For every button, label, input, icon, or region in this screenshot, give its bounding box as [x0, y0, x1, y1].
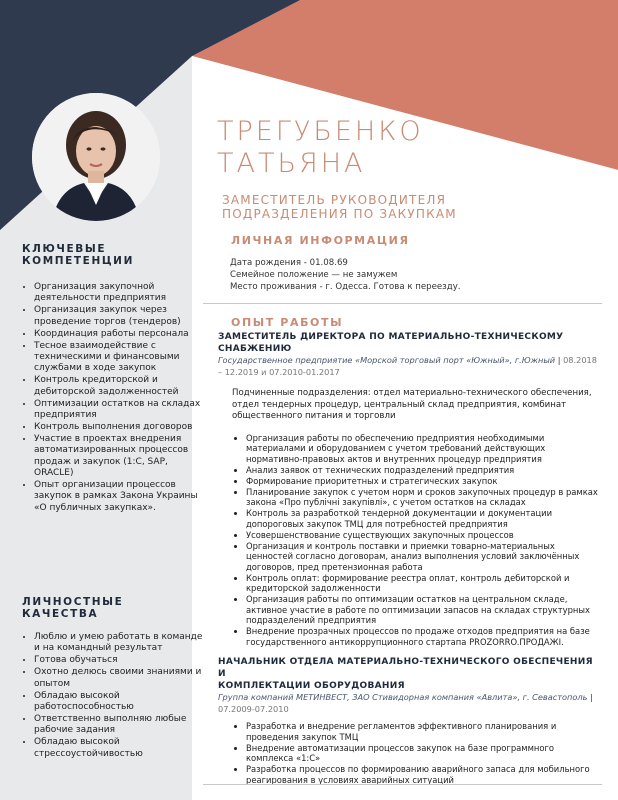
experience-title: ОПЫТ РАБОТЫ: [231, 316, 344, 329]
list-item: • Внедрение прозрачных процессов по продаже отходов предприятия на базе государственного антикоррупционного стартапа PROZORRO.ПРОДАЖІ.: [246, 626, 603, 647]
divider: [203, 784, 602, 785]
list-item: • Контроль оплат: формирование реестра оплат, контроль дебиторской и кредиторской задолженности: [246, 573, 603, 594]
list-item: • Разработка и внедрение регламентов эффективного планирования и проведения закупок ТМЦ: [246, 721, 603, 742]
job-responsibilities: [232, 433, 603, 648]
personal-info-title: ЛИЧНАЯ ИНФОРМАЦИЯ: [231, 234, 410, 247]
job-title-line-1: НАЧАЛЬНИК ОТДЕЛА МАТЕРИАЛЬНО-ТЕХНИЧЕСКОГО ОБЕСПЕЧЕНИЯ И: [218, 657, 593, 679]
list-item: • Анализ заявок от технических подразделений предприятия: [246, 465, 603, 476]
list-item: • Люблю и умею работать в команде и на командный результат: [34, 632, 206, 655]
personal-info: [230, 257, 600, 293]
company-name: Группа компаний МЕТИНВЕСТ, ЗАО Стивидорная компания «Авлита», г. Севастополь: [218, 692, 588, 702]
job-dates: 07.2009-07.2010: [218, 703, 289, 714]
position-line-2: ПОДРАЗДЕЛЕНИЯ ПО ЗАКУПКАМ: [222, 207, 457, 221]
list-item: • Координация работы персонала: [34, 329, 206, 340]
name-line-2: ТАТЬЯНА: [217, 148, 366, 179]
list-item: • Внедрение автоматизации процессов закупок на базе программного комплекса «1:С»: [246, 743, 603, 764]
candidate-name: [217, 116, 597, 180]
competencies-list: [18, 282, 206, 515]
job-1: [218, 331, 603, 648]
divider: [203, 303, 602, 304]
job-company: Группа компаний МЕТИНВЕСТ, ЗАО Стивидорная компания «Авлита», г. Севастополь | 07.2009-07.2010: [218, 692, 593, 714]
residence: Место проживания - г. Одесса. Готова к переезду.: [230, 282, 461, 292]
list-item: • Организация закупок через проведение торгов (тендеров): [34, 305, 206, 328]
list-item: • Обладаю высокой работоспособностью: [34, 691, 206, 714]
job-company: Государственное предприятие «Морской торговый порт «Южный», г.Южный | 08.2018 – 12.2019 и 07.2010-01.2017: [218, 355, 597, 377]
portrait-image: [32, 93, 160, 221]
list-item: • Формирование приоритетных и стратегических закупок: [246, 476, 603, 487]
job-responsibilities: [232, 721, 603, 785]
list-item: • Организация работы по обеспечению предприятия необходимыми материалами и оборудованием с учетом требований действующих нормативно-правовых актов и внутренних процедур предприятия: [246, 433, 603, 465]
list-item: • Контроль за разработкой тендерной документации и документации допороговых закупок ТМЦ для потребностей предприятия: [246, 508, 603, 529]
job-title-line-2: КОМПЛЕКТАЦИИ ОБОРУДОВАНИЯ: [218, 681, 405, 691]
list-item: • Тесное взаимодействие с техническими и финансовыми службами в ходе закупок: [34, 341, 206, 375]
list-item: • Усовершенствование существующих закупочных процессов: [246, 530, 603, 541]
qualities-list: [18, 632, 206, 760]
position-line-1: ЗАМЕСТИТЕЛЬ РУКОВОДИТЕЛЯ: [222, 193, 447, 207]
list-item: • Ответственно выполняю любые рабочие задания: [34, 714, 206, 737]
list-item: • Опыт организации процессов закупок в рамках Закона Украины «О публичных закупках».: [34, 480, 206, 514]
list-item: • Участие в проектах внедрения автоматизированных процессов продаж и закупок (1:С, SAP, ORACLE): [34, 434, 206, 480]
qualities-title-line-2: КАЧЕСТВА: [22, 608, 99, 620]
list-item: • Контроль выполнения договоров: [34, 422, 206, 433]
list-item: • Разработка процессов по формированию аварийного запаса для мобильного реагирования в условиях аварийных ситуаций: [246, 764, 603, 785]
list-item: • Организация закупочной деятельности предприятия: [34, 282, 206, 305]
profile-photo: [32, 93, 160, 221]
list-item: • Контроль кредиторской и дебиторской задолженностей: [34, 375, 206, 398]
position-title: [222, 193, 602, 221]
list-item: • Охотно делюсь своими знаниями и опытом: [34, 667, 206, 690]
list-item: • Планирование закупок с учетом норм и сроков закупочных процедур в рамках закона «Про публічні закупівлі», с учетом остатков на складах: [246, 487, 603, 508]
qualities-title: [22, 596, 123, 620]
job-2: [218, 656, 603, 786]
competencies-title-line-2: КОМПЕТЕНЦИИ: [22, 255, 134, 267]
job-title: ЗАМЕСТИТЕЛЬ ДИРЕКТОРА ПО МАТЕРИАЛЬНО-ТЕХНИЧЕСКОМУ СНАБЖЕНИЮ: [218, 332, 564, 354]
job-description: Подчиненные подразделения: отдел материально-технического обеспечения, отдел тендерных процедур, центральный склад предприятия, комбинат общественного питания и торговли: [232, 388, 592, 421]
job-dates: 08.2018 – 12.2019 и 07.2010-01.2017: [218, 355, 597, 377]
birth-date: Дата рождения - 01.08.69: [230, 258, 348, 268]
list-item: • Организация работы по оптимизации остатков на центральном складе, активное участие в работе по оптимизации запасов на складах структурных подразделений предприятия: [246, 594, 603, 626]
list-item: • Организация и контроль поставки и приемки товарно-материальных ценностей согласно договорам, анализ выполнения условий заключённых договоров, пред претензионная работа: [246, 541, 603, 573]
name-line-1: ТРЕГУБЕНКО: [217, 116, 424, 147]
qualities-title-line-1: ЛИЧНОСТНЫЕ: [22, 596, 124, 608]
competencies-title: [22, 243, 134, 267]
list-item: • Обладаю высокой стрессоустойчивостью: [34, 737, 206, 760]
marital-status: Семейное положение — не замужем: [230, 270, 398, 280]
job-title: [218, 656, 603, 692]
company-name: Государственное предприятие «Морской торговый порт «Южный», г.Южный: [218, 355, 556, 365]
competencies-title-line-1: КЛЮЧЕВЫЕ: [22, 243, 107, 255]
list-item: • Оптимизации остатков на складах предприятия: [34, 399, 206, 422]
list-item: • Готова обучаться: [34, 655, 206, 666]
